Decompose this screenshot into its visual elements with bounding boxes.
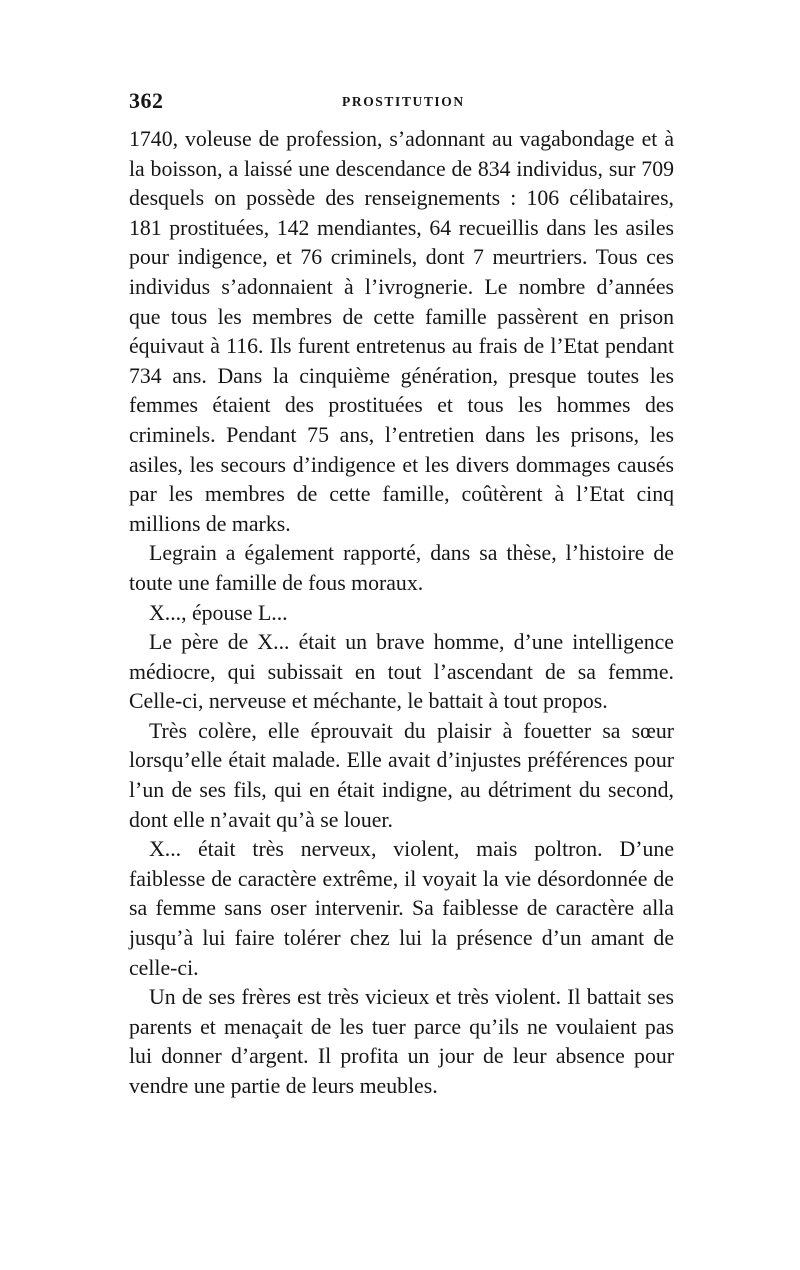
paragraph: Très colère, elle éprouvait du plaisir à fouetter sa sœur lorsqu’elle était malade. Elle avait d’injustes préférences pour l’un de ses fils, qui en était indigne, au détriment du second, dont elle n’avait qu’à se louer.: [129, 718, 674, 832]
paragraph: Legrain a également rapporté, dans sa thèse, l’histoire de toute une famille de fous moraux.: [129, 541, 674, 595]
running-title: PROSTITUTION: [342, 94, 465, 109]
paragraph: X... était très nerveux, violent, mais poltron. D’une faiblesse de caractère extrême, il voyait la vie désordonnée de sa femme sans oser intervenir. Sa faiblesse de caractère alla jusqu’à lui faire tolérer chez lui la présence d’un amant de celle-ci.: [129, 837, 674, 980]
body-text: [129, 125, 674, 1102]
paragraph: Un de ses frères est très vicieux et très violent. Il battait ses parents et menaçait de les tuer parce qu’ils ne voulaient pas lui donner d’argent. Il profita un jour de leur absence pour vendre une partie de leurs meubles.: [129, 985, 674, 1098]
page-number: 362: [129, 88, 164, 113]
paragraph-continued: 1740, voleuse de profession, s’adonnant au vagabondage et à la boisson, a laissé une descendance de 834 individus, sur 709 desquels on possède des renseignements : 106 célibataires, 181 prostituées, 142 mendiantes, 64 recueillis dans les asiles pour indigence, et 76 criminels, dont 7 meurtriers. Tous ces individus s’adonnaient à l’ivrognerie. Le nombre d’années que tous les membres de cette famille passèrent en prison équivaut à 116. Ils furent entretenus au frais de l’Etat pendant 734 ans. Dans la cinquième génération, presque toutes les femmes étaient des prostituées et tous les hommes des criminels. Pendant 75 ans, l’entretien dans les prisons, les asiles, les secours d’indigence et les divers dommages causés par les membres de cette famille, coûtèrent à l’Etat cinq millions de marks.: [129, 127, 674, 536]
paragraph: Le père de X... était un brave homme, d’une intelligence médiocre, qui subissait en tout l’ascendant de sa femme. Celle-ci, nerveuse et méchante, le battait à tout propos.: [129, 630, 674, 714]
running-head: [129, 88, 674, 118]
paragraph: X..., épouse L...: [149, 600, 288, 625]
